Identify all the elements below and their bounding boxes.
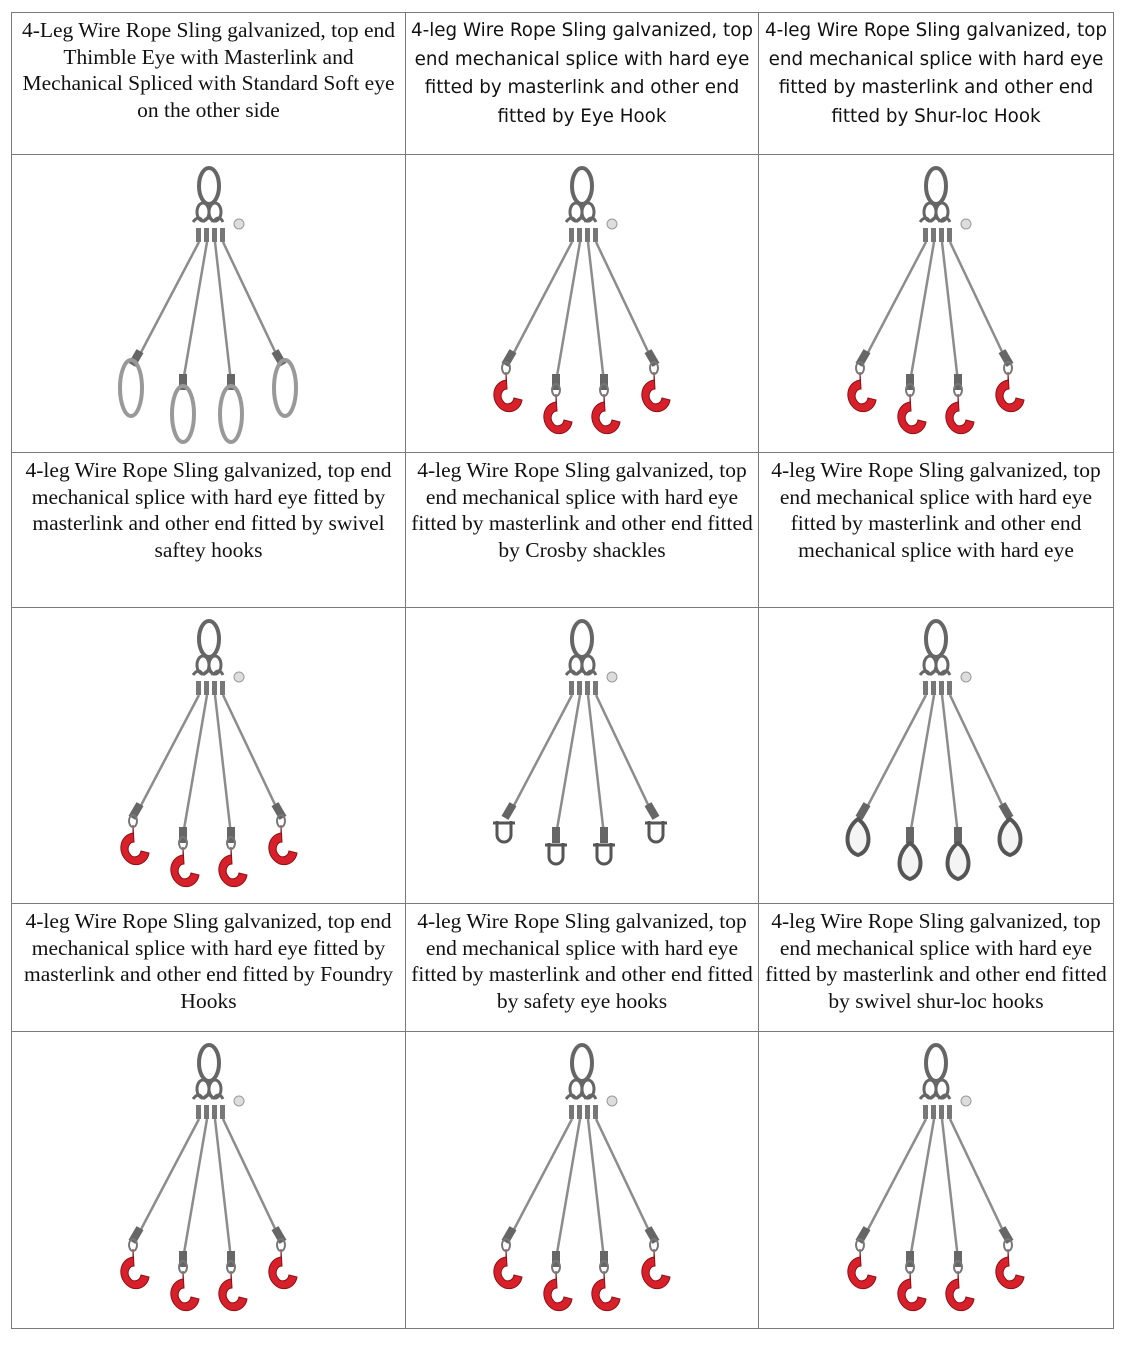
sling-eye-hook-icon: [472, 155, 692, 445]
image-cell: [12, 608, 406, 904]
image-cell: [759, 155, 1114, 453]
sling-catalog-table: [11, 12, 1114, 1329]
caption-row: [12, 453, 1114, 608]
caption-row: [12, 904, 1114, 1032]
sling-swivel-shur-loc-hook-icon: [826, 1032, 1046, 1322]
image-cell: [406, 1032, 759, 1329]
caption-cell: 4-leg Wire Rope Sling galvanized, top end mechanical splice with hard eye fitted by masterlink and other end fitted by safety eye hooks: [406, 904, 759, 1032]
image-cell: [759, 608, 1114, 904]
sling-crosby-shackle-icon: [472, 608, 692, 898]
caption-cell: 4-leg Wire Rope Sling galvanized, top end mechanical splice with hard eye fitted by masterlink and other end fitted by Foundry Hooks: [12, 904, 406, 1032]
caption-cell: 4-leg Wire Rope Sling galvanized, top end mechanical splice with hard eye fitted by masterlink and other end fitted by swivel shur-loc hooks: [759, 904, 1114, 1032]
caption-cell: 4-leg Wire Rope Sling galvanized, top end mechanical splice with hard eye fitted by masterlink and other end mechanical splice with hard eye: [759, 453, 1114, 608]
caption-cell: 4-leg Wire Rope Sling galvanized, top end mechanical splice with hard eye fitted by masterlink and other end fitted by Eye Hook: [406, 13, 759, 155]
image-row: [12, 608, 1114, 904]
sling-safety-eye-hook-icon: [472, 1032, 692, 1322]
caption-cell: 4-leg Wire Rope Sling galvanized, top end mechanical splice with hard eye fitted by masterlink and other end fitted by Crosby shackles: [406, 453, 759, 608]
caption-cell: 4-leg Wire Rope Sling galvanized, top end mechanical splice with hard eye fitted by masterlink and other end fitted by Shur-loc Hook: [759, 13, 1114, 155]
sling-hard-eye-icon: [826, 608, 1046, 898]
image-cell: [12, 155, 406, 453]
sling-swivel-safety-hook-icon: [99, 608, 319, 898]
image-cell: [12, 1032, 406, 1329]
sling-shur-loc-hook-icon: [826, 155, 1046, 445]
sling-foundry-hook-icon: [99, 1032, 319, 1322]
image-row: [12, 1032, 1114, 1329]
image-cell: [406, 155, 759, 453]
caption-cell: 4-leg Wire Rope Sling galvanized, top end mechanical splice with hard eye fitted by masterlink and other end fitted by swivel saftey hooks: [12, 453, 406, 608]
image-cell: [406, 608, 759, 904]
caption-row: [12, 13, 1114, 155]
sling-soft-eye-icon: [99, 155, 319, 445]
image-row: [12, 155, 1114, 453]
caption-cell: 4-Leg Wire Rope Sling galvanized, top end Thimble Eye with Masterlink and Mechanical Spliced with Standard Soft eye on the other side: [12, 13, 406, 155]
image-cell: [759, 1032, 1114, 1329]
